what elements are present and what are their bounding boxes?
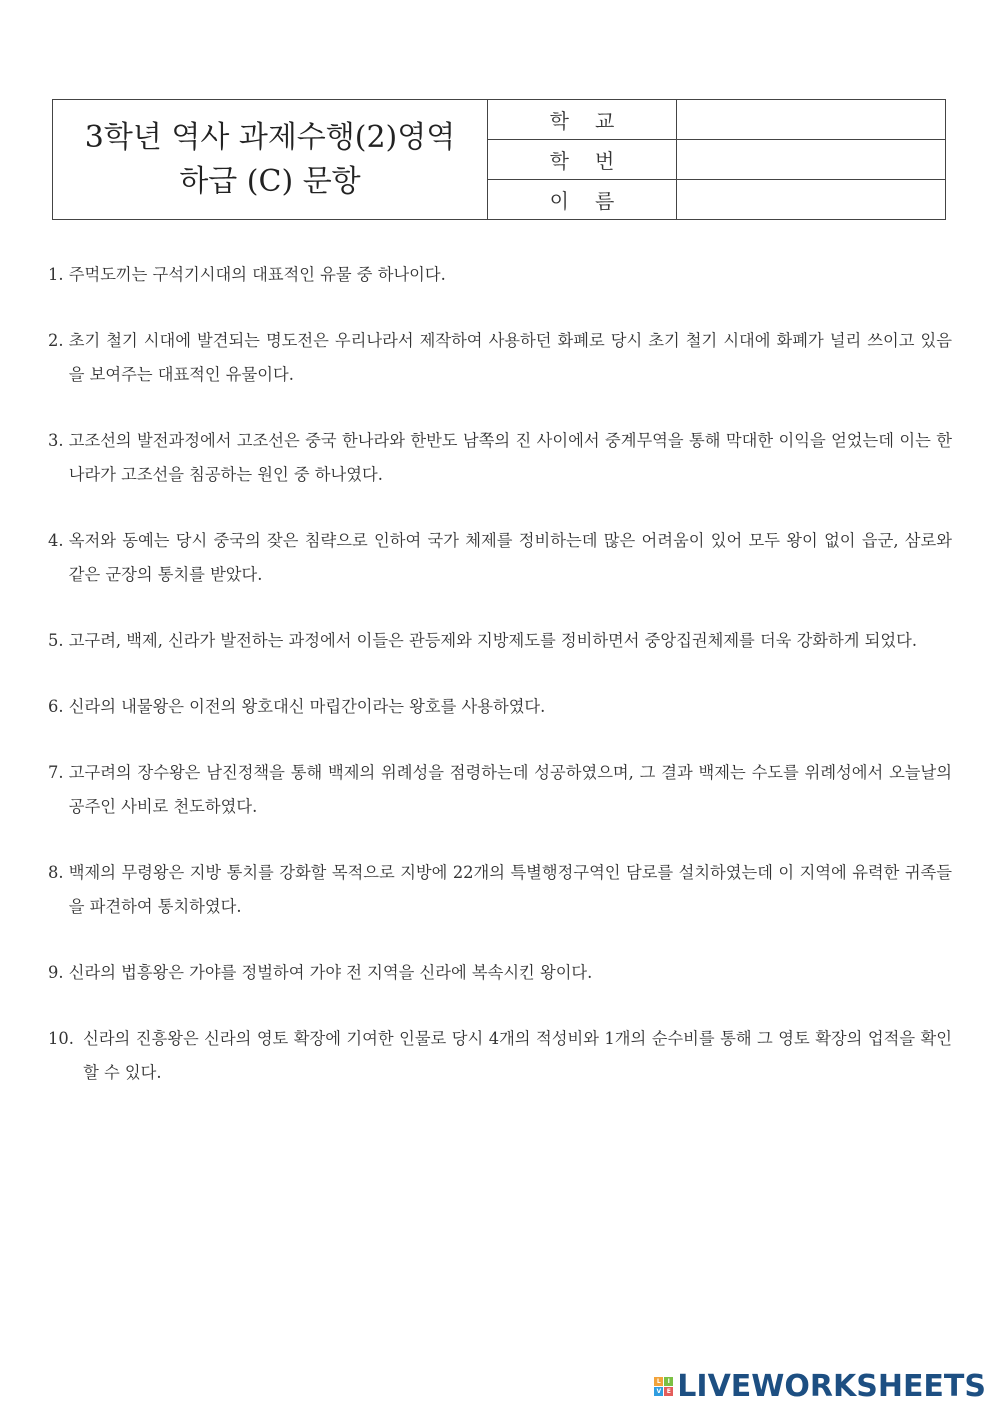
- logo-letter: L: [654, 1377, 663, 1386]
- question-text: 초기 철기 시대에 발견되는 명도전은 우리나라서 제작하여 사용하던 화폐로 당시 초기 철기 시대에 화폐가 널리 쓰이고 있음을 보여주는 대표적인 유물이다.: [68, 331, 952, 384]
- question-number: 8.: [48, 863, 64, 882]
- question-list: [48, 258, 952, 1090]
- question-text: 신라의 진흥왕은 신라의 영토 확장에 기여한 인물로 당시 4개의 적성비와 1개의 순수비를 통해 그 영토 확장의 업적을 확인할 수 있다.: [83, 1029, 952, 1082]
- question-text: 고구려의 장수왕은 남진정책을 통해 백제의 위례성을 점령하는데 성공하였으며, 그 결과 백제는 수도를 위례성에서 오늘날의 공주인 사비로 천도하였다.: [68, 763, 952, 816]
- question-item[interactable]: [48, 956, 952, 990]
- question-text: 신라의 법흥왕은 가야를 정벌하여 가야 전 지역을 신라에 복속시킨 왕이다.: [68, 963, 593, 982]
- question-number: 9.: [48, 963, 64, 982]
- student-number-label: 학번: [488, 140, 677, 180]
- question-number: 3.: [48, 431, 64, 450]
- student-number-field[interactable]: [677, 140, 946, 180]
- question-text: 옥저와 동예는 당시 중국의 잦은 침략으로 인하여 국가 체제를 정비하는데 많은 어려움이 있어 모두 왕이 없이 읍군, 삼로와 같은 군장의 통치를 받았다.: [68, 531, 952, 584]
- question-text: 주먹도끼는 구석기시대의 대표적인 유물 중 하나이다.: [68, 265, 446, 284]
- brand-name: LIVEWORKSHEETS: [677, 1369, 986, 1404]
- question-text: 고구려, 백제, 신라가 발전하는 과정에서 이들은 관등제와 지방제도를 정비하면서 중앙집권체제를 더욱 강화하게 되었다.: [68, 631, 918, 650]
- school-field[interactable]: [677, 100, 946, 140]
- question-number: 5.: [48, 631, 64, 650]
- question-number: 6.: [48, 697, 64, 716]
- question-number: 1.: [48, 265, 64, 284]
- question-number: 7.: [48, 763, 64, 782]
- worksheet-title: [53, 100, 488, 220]
- question-text: 고조선의 발전과정에서 고조선은 중국 한나라와 한반도 남쪽의 진 사이에서 중계무역을 통해 막대한 이익을 얻었는데 이는 한나라가 고조선을 침공하는 원인 중 하나였다.: [68, 431, 952, 484]
- question-number: 2.: [48, 331, 64, 350]
- live-badge-icon: [654, 1377, 673, 1396]
- school-label: 학교: [488, 100, 677, 140]
- question-number: 4.: [48, 531, 64, 550]
- logo-letter: I: [664, 1377, 673, 1386]
- question-text: 신라의 내물왕은 이전의 왕호대신 마립간이라는 왕호를 사용하였다.: [68, 697, 546, 716]
- question-number: 10.: [48, 1029, 74, 1048]
- title-line-2: 하급 (C) 문항: [179, 163, 361, 199]
- question-item[interactable]: [48, 624, 952, 658]
- question-item[interactable]: [48, 1022, 952, 1090]
- name-field[interactable]: [677, 180, 946, 220]
- question-item[interactable]: [48, 524, 952, 592]
- question-item[interactable]: [48, 856, 952, 924]
- question-item[interactable]: [48, 324, 952, 392]
- logo-letter: E: [664, 1387, 673, 1396]
- question-item[interactable]: [48, 424, 952, 492]
- header-table: [52, 99, 946, 220]
- question-item[interactable]: [48, 690, 952, 724]
- question-text: 백제의 무령왕은 지방 통치를 강화할 목적으로 지방에 22개의 특별행정구역인 담로를 설치하였는데 이 지역에 유력한 귀족들을 파견하여 통치하였다.: [68, 863, 952, 916]
- title-line-1: 3학년 역사 과제수행(2)영역: [84, 119, 456, 155]
- question-item[interactable]: [48, 258, 952, 292]
- question-item[interactable]: [48, 756, 952, 824]
- logo-letter: V: [654, 1387, 663, 1396]
- liveworksheets-logo[interactable]: [654, 1369, 986, 1404]
- name-label: 이름: [488, 180, 677, 220]
